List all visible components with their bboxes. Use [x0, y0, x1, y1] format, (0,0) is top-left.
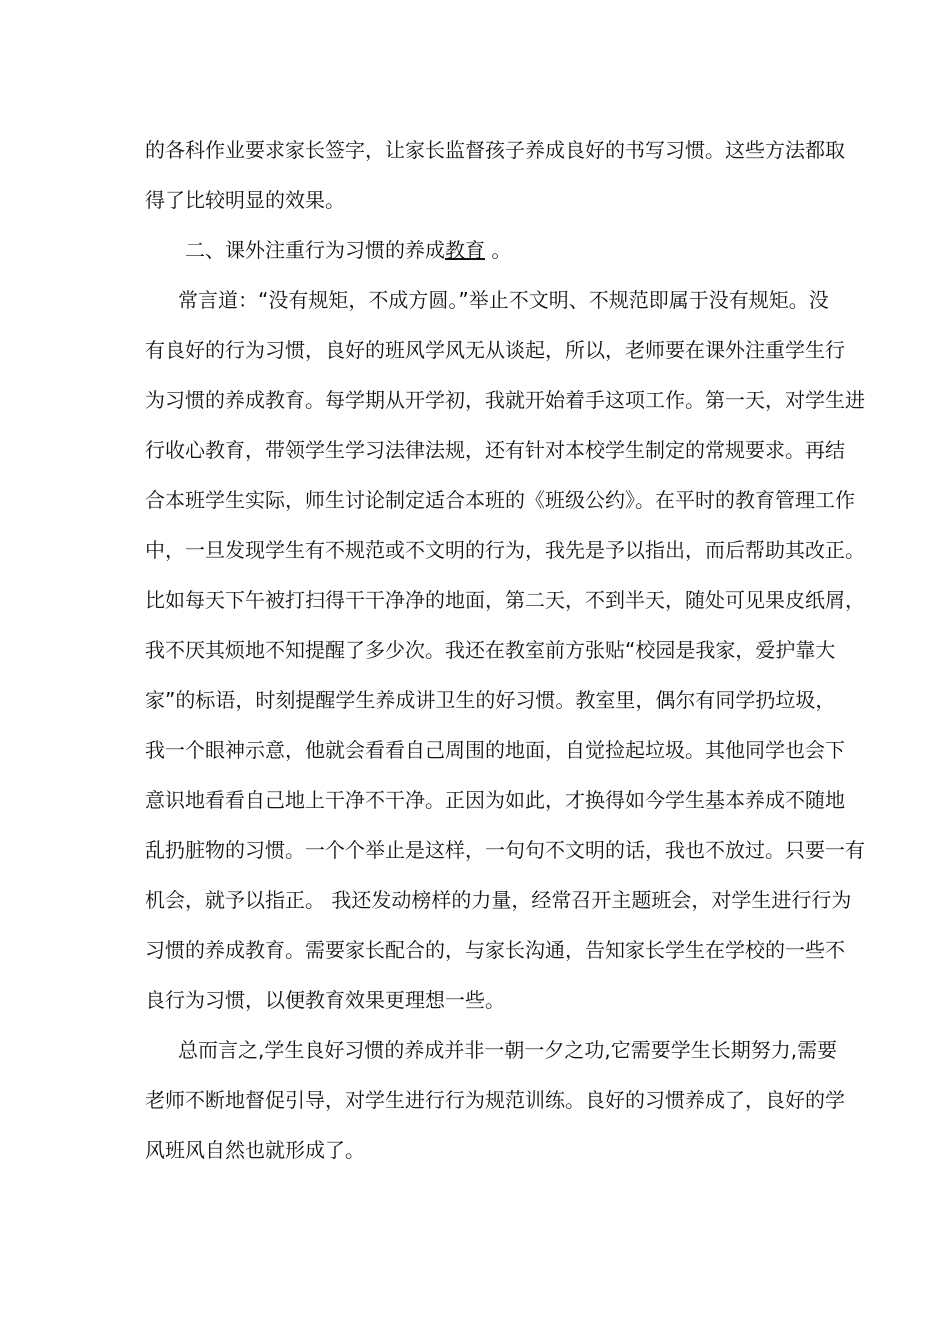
- paragraph-line: 良行为习惯，以便教育效果更理想一些。: [145, 988, 505, 1012]
- paragraph-line: 的各科作业要求家长签字，让家长监督孩子养成良好的书写习惯。这些方法都取: [145, 138, 845, 162]
- paragraph-line: 家”的标语，时刻提醒学生养成讲卫生的好习惯。教室里，偶尔有同学扔垃圾，: [145, 688, 836, 712]
- paragraph-line: 总而言之,学生良好习惯的养成并非一朝一夕之功,它需要学生长期努力,需要: [178, 1038, 838, 1062]
- paragraph-line: 得了比较明显的效果。: [145, 188, 345, 212]
- paragraph-line: 合本班学生实际，师生讨论制定适合本班的《班级公约》。在平时的教育管理工作: [145, 488, 855, 512]
- section-heading-text: 二、课外注重行为习惯的养成: [185, 238, 445, 262]
- paragraph-line: 风班风自然也就形成了。: [145, 1138, 365, 1162]
- paragraph-line: 我不厌其烦地不知提醒了多少次。我还在教室前方张贴“校园是我家，爱护靠大: [145, 638, 836, 662]
- paragraph-line: 有良好的行为习惯，良好的班风学风无从谈起，所以，老师要在课外注重学生行: [145, 338, 845, 362]
- paragraph-line: 老师不断地督促引导，对学生进行行为规范训练。良好的习惯养成了，良好的学: [145, 1088, 845, 1112]
- paragraph-line: 我一个眼神示意，他就会看看自己周围的地面，自觉捡起垃圾。其他同学也会下: [145, 738, 845, 762]
- paragraph-line: 比如每天下午被打扫得干干净净的地面，第二天，不到半天，随处可见果皮纸屑，: [145, 588, 865, 612]
- paragraph-line: 为习惯的养成教育。每学期从开学初，我就开始着手这项工作。第一天，对学生进: [145, 388, 865, 412]
- paragraph-line: 机会，就予以指正。 我还发动榜样的力量，经常召开主题班会，对学生进行行为: [145, 888, 852, 912]
- underlined-word: 教育: [445, 238, 485, 262]
- paragraph-line: 常言道：“没有规矩，不成方圆。”举止不文明、不规范即属于没有规矩。没: [178, 288, 829, 312]
- section-heading-suffix: 。: [485, 238, 512, 262]
- paragraph-line: 中，一旦发现学生有不规范或不文明的行为，我先是予以指出，而后帮助其改正。: [145, 538, 865, 562]
- section-heading: [185, 235, 815, 265]
- paragraph-line: 行收心教育，带领学生学习法律法规，还有针对本校学生制定的常规要求。再结: [145, 438, 845, 462]
- paragraph-line: 意识地看看自己地上干净不干净。正因为如此，才换得如今学生基本养成不随地: [145, 788, 845, 812]
- paragraph-line: 乱扔脏物的习惯。一个个举止是这样，一句句不文明的话，我也不放过。只要一有: [145, 838, 865, 862]
- paragraph-line: 习惯的养成教育。需要家长配合的，与家长沟通，告知家长学生在学校的一些不: [145, 938, 845, 962]
